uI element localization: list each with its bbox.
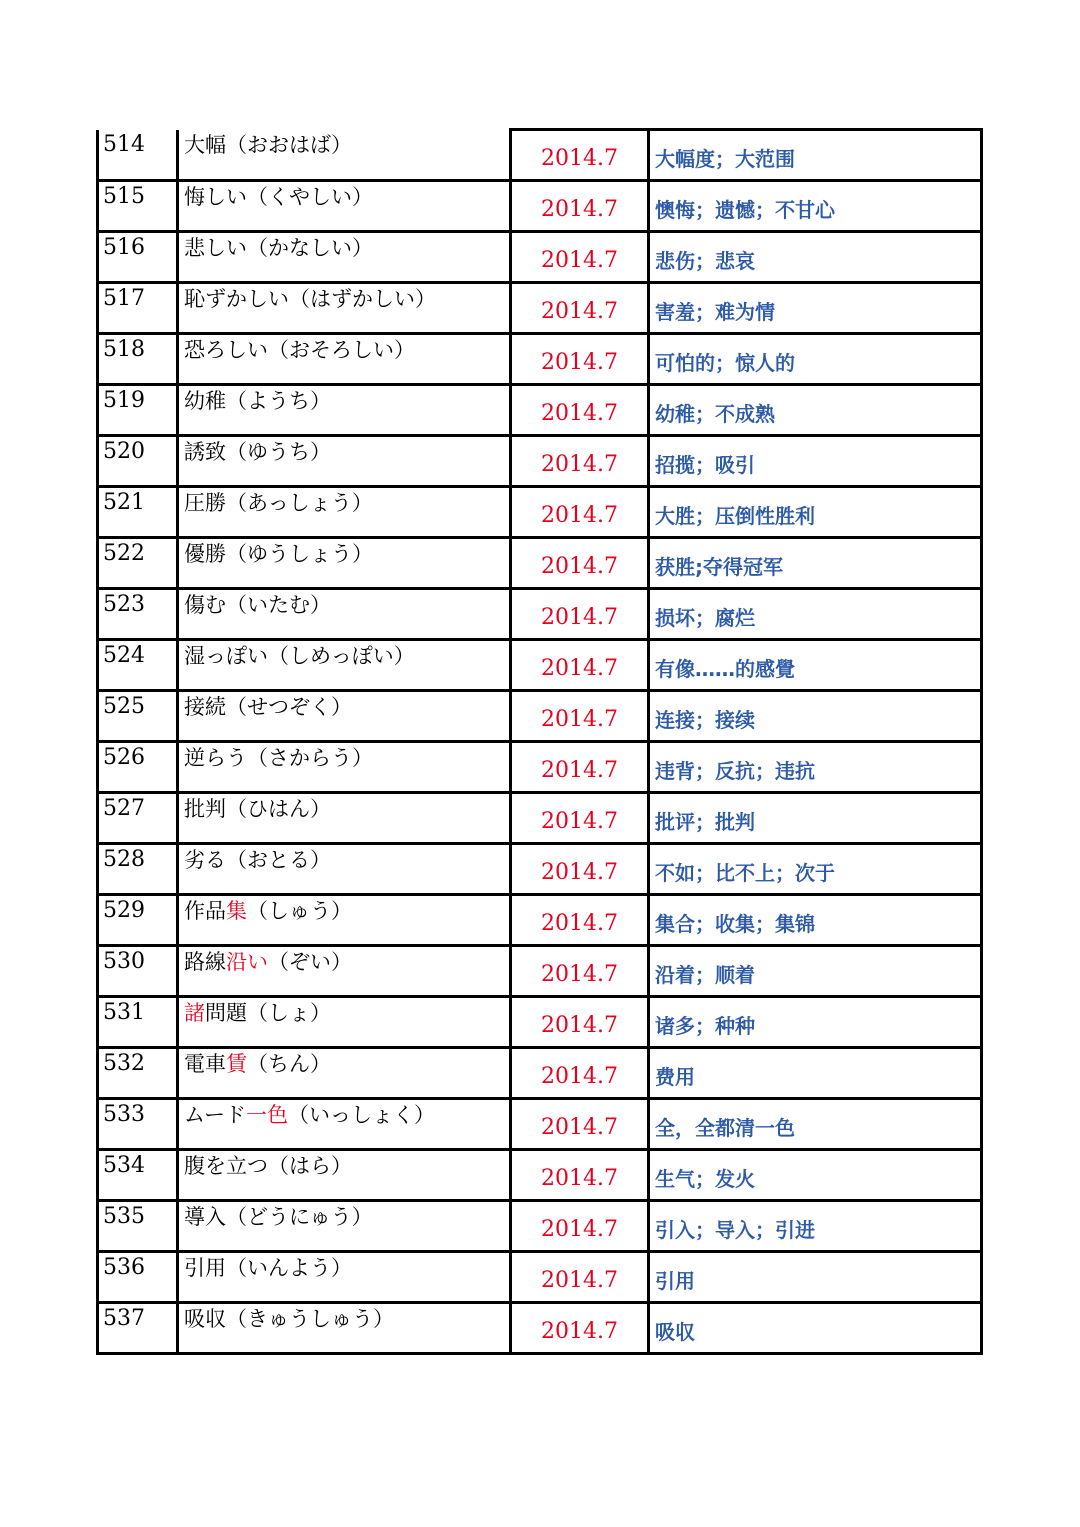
entry-number: 523 [98, 589, 178, 640]
date-cell: 2014.7 [511, 487, 649, 538]
entry-number: 534 [98, 1150, 178, 1201]
japanese-word [178, 283, 511, 334]
entry-number: 520 [98, 436, 178, 487]
date-cell: 2014.7 [511, 1099, 649, 1150]
entry-number: 526 [98, 742, 178, 793]
table-row [98, 640, 982, 691]
japanese-word [178, 589, 511, 640]
vocabulary-table [96, 128, 983, 1355]
date-cell: 2014.7 [511, 844, 649, 895]
word-prefix: 大幅 [184, 132, 226, 157]
chinese-meaning: 幼稚；不成熟 [649, 385, 982, 436]
chinese-meaning: 获胜;夺得冠军 [649, 538, 982, 589]
word-prefix: 悲しい [184, 236, 247, 260]
date-cell: 2014.7 [511, 640, 649, 691]
word-reading: （ようち） [226, 389, 331, 413]
table-row [98, 1252, 982, 1303]
japanese-word [178, 130, 511, 181]
japanese-word [178, 181, 511, 232]
table-row [98, 385, 982, 436]
table-row [98, 487, 982, 538]
word-prefix: 悔しい [184, 185, 247, 209]
entry-number: 517 [98, 283, 178, 334]
date-cell: 2014.7 [511, 436, 649, 487]
entry-number: 537 [98, 1303, 178, 1354]
word-prefix: ムード [184, 1103, 246, 1127]
word-prefix: 劣る [184, 848, 226, 872]
date-cell: 2014.7 [511, 1252, 649, 1303]
japanese-word [178, 436, 511, 487]
date-cell: 2014.7 [511, 1048, 649, 1099]
japanese-word [178, 844, 511, 895]
word-prefix: 批判 [184, 797, 226, 821]
date-cell: 2014.7 [511, 997, 649, 1048]
word-reading: （しゅう） [247, 899, 352, 923]
table-row [98, 997, 982, 1048]
word-reading: （いたむ） [226, 593, 331, 617]
date-cell: 2014.7 [511, 130, 649, 181]
chinese-meaning: 悲伤；悲哀 [649, 232, 982, 283]
entry-number: 519 [98, 385, 178, 436]
word-prefix: 恐ろしい [184, 338, 268, 362]
word-reading: （ちん） [247, 1052, 331, 1076]
date-cell: 2014.7 [511, 1150, 649, 1201]
japanese-word [178, 895, 511, 946]
word-reading: （ぞい） [268, 950, 352, 974]
table-body [98, 130, 982, 1354]
entry-number: 533 [98, 1099, 178, 1150]
word-reading: （いんよう） [226, 1256, 352, 1280]
japanese-word [178, 1303, 511, 1354]
word-reading: （ゆうしょう） [226, 542, 373, 566]
chinese-meaning: 招揽；吸引 [649, 436, 982, 487]
japanese-word [178, 742, 511, 793]
date-cell: 2014.7 [511, 1201, 649, 1252]
word-prefix: 傷む [184, 593, 226, 617]
date-cell: 2014.7 [511, 181, 649, 232]
word-reading: （あっしょう） [226, 491, 373, 515]
chinese-meaning: 害羞；难为情 [649, 283, 982, 334]
chinese-meaning: 损坏；腐烂 [649, 589, 982, 640]
word-reading: （きゅうしゅう） [226, 1307, 394, 1331]
word-reading: （ゆうち） [226, 440, 331, 464]
table-row [98, 742, 982, 793]
date-cell: 2014.7 [511, 589, 649, 640]
table-row [98, 895, 982, 946]
chinese-meaning: 大幅度；大范围 [649, 130, 982, 181]
table-row [98, 589, 982, 640]
word-prefix: 逆らう [184, 746, 247, 770]
word-highlight: 賃 [226, 1052, 247, 1076]
chinese-meaning: 可怕的；惊人的 [649, 334, 982, 385]
table-row [98, 1201, 982, 1252]
word-reading: （はら） [268, 1154, 352, 1178]
table-row [98, 334, 982, 385]
table-row [98, 538, 982, 589]
word-prefix: 誘致 [184, 440, 226, 464]
table-row [98, 436, 982, 487]
entry-number: 527 [98, 793, 178, 844]
japanese-word [178, 232, 511, 283]
word-reading: （おとる） [226, 848, 331, 872]
entry-number: 518 [98, 334, 178, 385]
japanese-word [178, 334, 511, 385]
word-reading: （ひはん） [226, 797, 331, 821]
japanese-word [178, 1252, 511, 1303]
entry-number: 525 [98, 691, 178, 742]
entry-number: 535 [98, 1201, 178, 1252]
word-reading: （くやしい） [247, 185, 373, 209]
japanese-word [178, 538, 511, 589]
entry-number: 514 [98, 130, 178, 181]
entry-number: 524 [98, 640, 178, 691]
word-reading: （おそろしい） [268, 338, 415, 362]
word-prefix: 作品 [184, 899, 226, 923]
entry-number: 522 [98, 538, 178, 589]
chinese-meaning: 集合；收集；集锦 [649, 895, 982, 946]
date-cell: 2014.7 [511, 946, 649, 997]
word-highlight: 一色 [245, 1103, 288, 1127]
table-row [98, 1099, 982, 1150]
word-prefix: 引用 [184, 1256, 226, 1280]
table-row [98, 232, 982, 283]
japanese-word [178, 997, 511, 1048]
table-row [98, 283, 982, 334]
entry-number: 529 [98, 895, 178, 946]
japanese-word [178, 487, 511, 538]
chinese-meaning: 引用 [649, 1252, 982, 1303]
word-reading: （どうにゅう） [226, 1205, 373, 1229]
chinese-meaning: 违背；反抗；违抗 [649, 742, 982, 793]
chinese-meaning: 连接；接续 [649, 691, 982, 742]
japanese-word [178, 1048, 511, 1099]
date-cell: 2014.7 [511, 793, 649, 844]
table-row [98, 691, 982, 742]
chinese-meaning: 生气；发火 [649, 1150, 982, 1201]
word-highlight: 集 [226, 899, 247, 923]
entry-number: 536 [98, 1252, 178, 1303]
date-cell: 2014.7 [511, 691, 649, 742]
word-reading: （さからう） [247, 746, 373, 770]
word-prefix: 幼稚 [184, 389, 226, 413]
table-row [98, 1303, 982, 1354]
chinese-meaning: 全，全都清一色 [649, 1099, 982, 1150]
chinese-meaning: 懊悔；遗憾；不甘心 [649, 181, 982, 232]
entry-number: 516 [98, 232, 178, 283]
date-cell: 2014.7 [511, 1303, 649, 1354]
word-reading: （しめっぽい） [268, 644, 415, 668]
table-row [98, 946, 982, 997]
chinese-meaning: 不如；比不上；次于 [649, 844, 982, 895]
table-row [98, 793, 982, 844]
word-reading: （はずかしい） [289, 287, 436, 311]
word-reading: 問題（しょ） [205, 1001, 331, 1025]
date-cell: 2014.7 [511, 385, 649, 436]
table-row [98, 181, 982, 232]
entry-number: 521 [98, 487, 178, 538]
chinese-meaning: 批评；批判 [649, 793, 982, 844]
word-prefix: 電車 [184, 1052, 226, 1076]
japanese-word [178, 385, 511, 436]
table-row [98, 844, 982, 895]
table-row [98, 1048, 982, 1099]
chinese-meaning: 沿着；顺着 [649, 946, 982, 997]
entry-number: 515 [98, 181, 178, 232]
word-prefix: 吸収 [184, 1307, 226, 1331]
japanese-word [178, 640, 511, 691]
date-cell: 2014.7 [511, 538, 649, 589]
table-row [98, 130, 982, 181]
chinese-meaning: 有像……的感覺 [649, 640, 982, 691]
word-prefix: 圧勝 [184, 491, 226, 515]
japanese-word [178, 793, 511, 844]
word-reading: （いっしょく） [287, 1103, 435, 1127]
chinese-meaning: 诸多；种种 [649, 997, 982, 1048]
entry-number: 531 [98, 997, 178, 1048]
word-prefix: 接続 [184, 695, 226, 719]
chinese-meaning: 费用 [649, 1048, 982, 1099]
word-reading: （せつぞく） [226, 695, 352, 719]
word-prefix: 腹を立つ [184, 1154, 268, 1178]
word-highlight: 沿い [226, 950, 268, 974]
date-cell: 2014.7 [511, 742, 649, 793]
chinese-meaning: 吸収 [649, 1303, 982, 1354]
entry-number: 528 [98, 844, 178, 895]
table-row [98, 1150, 982, 1201]
entry-number: 530 [98, 946, 178, 997]
japanese-word [178, 1201, 511, 1252]
chinese-meaning: 大胜；压倒性胜利 [649, 487, 982, 538]
word-prefix: 優勝 [184, 542, 226, 566]
japanese-word [178, 946, 511, 997]
word-prefix: 恥ずかしい [184, 287, 289, 311]
japanese-word [178, 691, 511, 742]
word-reading: （かなしい） [247, 236, 373, 260]
japanese-word [178, 1150, 511, 1201]
word-highlight: 諸 [184, 1001, 205, 1025]
date-cell: 2014.7 [511, 895, 649, 946]
entry-number: 532 [98, 1048, 178, 1099]
date-cell: 2014.7 [511, 283, 649, 334]
date-cell: 2014.7 [511, 232, 649, 283]
japanese-word [178, 1099, 511, 1150]
date-cell: 2014.7 [511, 334, 649, 385]
word-prefix: 路線 [184, 950, 226, 974]
word-reading: （おおはば） [226, 132, 352, 157]
chinese-meaning: 引入；导入；引进 [649, 1201, 982, 1252]
word-prefix: 導入 [184, 1205, 226, 1229]
word-prefix: 湿っぽい [184, 644, 268, 668]
